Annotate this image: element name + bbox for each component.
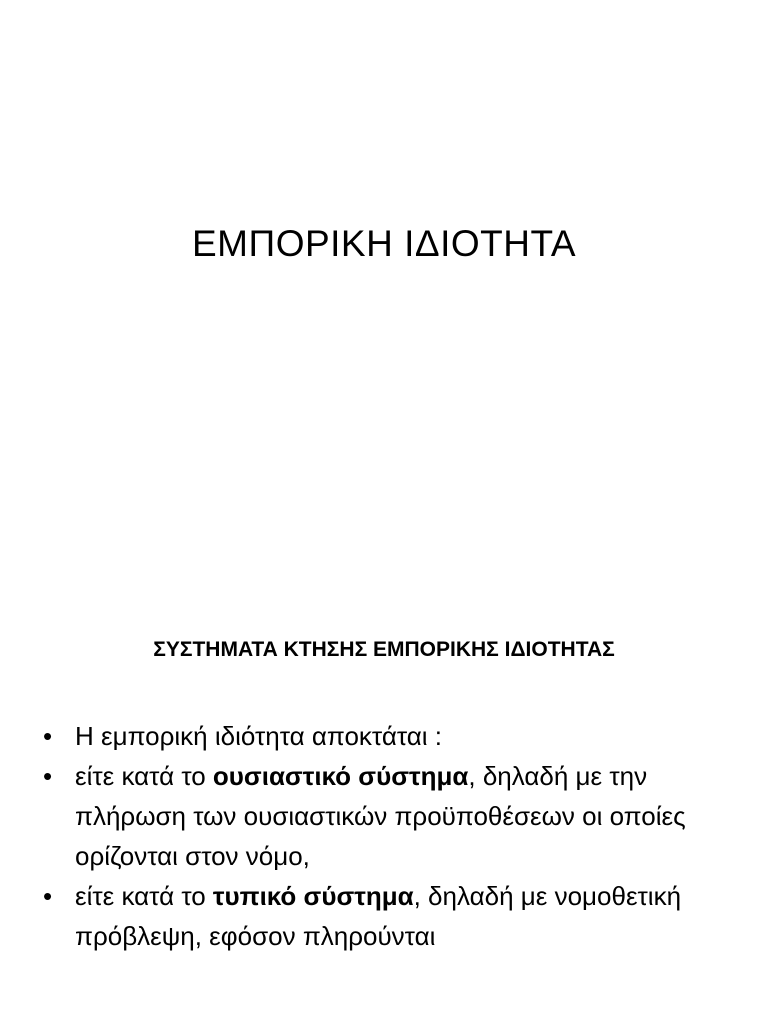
bullet-item-acquisition xyxy=(40,716,740,756)
bullet-icon: • xyxy=(43,881,53,911)
bullet-text-emphasis: ουσιαστικό σύστημα xyxy=(212,761,469,791)
bullet-text-after: , δηλαδή με νομοθετική πρόβλεψη, εφόσον πληρούνται xyxy=(75,881,682,951)
bullet-text: Η εμπορική ιδιότητα αποκτάται : xyxy=(75,721,443,751)
bullet-icon: • xyxy=(43,761,53,791)
bullet-text-emphasis: τυπικό σύστημα xyxy=(212,881,414,911)
bullet-text-before: είτε κατά το xyxy=(75,761,213,791)
bullet-item-formal-system xyxy=(40,876,740,956)
bullet-list xyxy=(40,716,740,956)
bullet-text-before: είτε κατά το xyxy=(75,881,213,911)
slide-title: ΕΜΠΟΡΙΚΗ ΙΔΙΟΤΗΤΑ xyxy=(191,223,577,264)
bullet-text-after: , δηλαδή με την πλήρωση των ουσιαστικών προϋποθέσεων οι οποίες ορίζονται στον νόμο, xyxy=(75,761,686,871)
bullet-item-substantive-system xyxy=(40,756,740,876)
section-heading: ΣΥΣΤΗΜΑΤΑ ΚΤΗΣΗΣ ΕΜΠΟΡΙΚΗΣ ΙΔΙΟΤΗΤΑΣ xyxy=(153,638,615,661)
bullet-icon: • xyxy=(43,721,53,751)
